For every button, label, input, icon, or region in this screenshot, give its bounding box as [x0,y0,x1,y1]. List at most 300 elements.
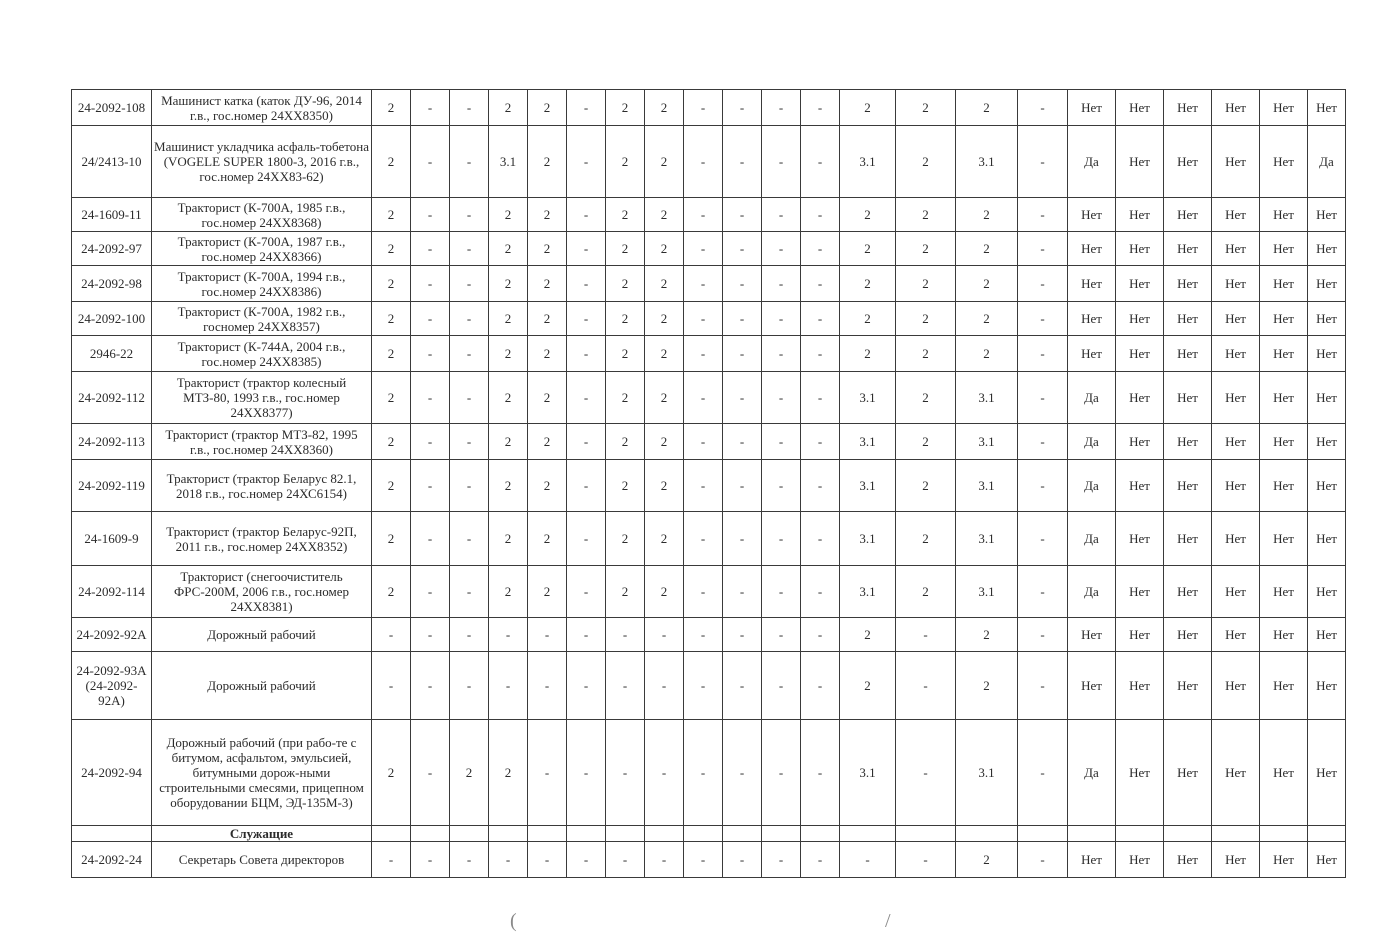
value-cell: - [723,232,762,266]
code-cell: 24-2092-93А (24-2092-92А) [72,652,152,720]
flag-cell: Нет [1308,460,1346,512]
value-cell: - [896,720,956,826]
value-cell: - [684,90,723,126]
value-cell: 2 [489,302,528,336]
flag-cell: Нет [1068,266,1116,302]
value-cell: 2 [606,512,645,566]
flag-cell: Нет [1164,618,1212,652]
value-cell: 2 [956,336,1018,372]
value-cell: - [1018,618,1068,652]
value-cell: - [411,512,450,566]
value-cell: 2 [896,512,956,566]
value-cell: - [450,336,489,372]
position-cell: Дорожный рабочий [152,652,372,720]
value-cell: 2 [840,652,896,720]
table-row [72,618,1346,652]
value-cell: - [684,652,723,720]
value-cell: - [567,566,606,618]
value-cell: - [723,566,762,618]
value-cell: - [723,302,762,336]
flag-cell: Нет [1260,372,1308,424]
flag-cell: Нет [1068,302,1116,336]
value-cell: 2 [528,512,567,566]
flag-cell: Нет [1260,126,1308,198]
value-cell: - [411,372,450,424]
value-cell: - [684,842,723,878]
value-cell: - [801,720,840,826]
flag-cell: Нет [1212,336,1260,372]
value-cell: - [1018,460,1068,512]
flag-cell: Нет [1068,652,1116,720]
value-cell: - [450,512,489,566]
value-cell: - [801,302,840,336]
value-cell: - [684,618,723,652]
flag-cell: Да [1068,460,1116,512]
value-cell: - [762,266,801,302]
value-cell: - [411,424,450,460]
flag-cell: Нет [1068,90,1116,126]
value-cell: - [1018,842,1068,878]
section-empty-cell [1116,826,1164,842]
flag-cell: Нет [1116,266,1164,302]
value-cell: 2 [372,372,411,424]
position-cell: Секретарь Совета директоров [152,842,372,878]
value-cell: - [801,336,840,372]
value-cell: - [1018,512,1068,566]
section-empty-cell [684,826,723,842]
value-cell: - [411,842,450,878]
value-cell: - [723,266,762,302]
flag-cell: Нет [1260,232,1308,266]
value-cell: - [450,232,489,266]
value-cell: - [1018,566,1068,618]
working-conditions-table [71,89,1346,878]
value-cell: - [801,372,840,424]
value-cell: 2 [896,90,956,126]
value-cell: - [567,126,606,198]
position-cell: Тракторист (трактор МТЗ-82, 1995 г.в., гос.номер 24ХХ8360) [152,424,372,460]
value-cell: - [684,460,723,512]
value-cell: - [801,90,840,126]
value-cell: 3.1 [840,720,896,826]
flag-cell: Нет [1212,618,1260,652]
position-cell: Тракторист (К-700А, 1994 г.в., гос.номер 24ХХ8386) [152,266,372,302]
table-row [72,566,1346,618]
value-cell: 2 [956,652,1018,720]
value-cell: 2 [606,126,645,198]
value-cell: - [489,652,528,720]
value-cell: - [372,842,411,878]
flag-cell: Нет [1260,90,1308,126]
flag-cell: Нет [1212,90,1260,126]
value-cell: 2 [645,266,684,302]
value-cell: - [762,460,801,512]
value-cell: - [528,618,567,652]
section-empty-cell [762,826,801,842]
value-cell: - [489,842,528,878]
value-cell: - [801,652,840,720]
flag-cell: Нет [1308,566,1346,618]
value-cell: 2 [896,302,956,336]
flag-cell: Нет [1164,720,1212,826]
value-cell: - [723,842,762,878]
value-cell: - [684,372,723,424]
flag-cell: Да [1068,372,1116,424]
position-cell: Дорожный рабочий (при рабо-те с битумом, асфальтом, эмульсией, битумными дорож-ными строительными смесями, прицепном оборудовании БЦМ, ЭД-135М-3) [152,720,372,826]
value-cell: - [372,618,411,652]
value-cell: 2 [606,460,645,512]
value-cell: - [801,512,840,566]
value-cell: - [450,618,489,652]
value-cell: 2 [606,90,645,126]
flag-cell: Нет [1260,618,1308,652]
section-empty-cell [723,826,762,842]
value-cell: - [684,232,723,266]
flag-cell: Нет [1164,842,1212,878]
value-cell: - [723,126,762,198]
value-cell: 2 [645,566,684,618]
value-cell: 2 [956,302,1018,336]
section-row [72,826,1346,842]
flag-cell: Нет [1212,460,1260,512]
value-cell: - [567,336,606,372]
value-cell: 2 [489,566,528,618]
value-cell: 2 [528,460,567,512]
value-cell: 3.1 [840,566,896,618]
value-cell: - [801,618,840,652]
value-cell: 2 [645,372,684,424]
value-cell: 2 [606,198,645,232]
value-cell: 2 [896,424,956,460]
value-cell: - [450,126,489,198]
value-cell: - [567,512,606,566]
value-cell: 2 [606,232,645,266]
value-cell: 2 [372,266,411,302]
value-cell: 2 [606,302,645,336]
flag-cell: Нет [1212,842,1260,878]
section-empty-cell [528,826,567,842]
section-empty-cell [645,826,684,842]
value-cell: - [1018,720,1068,826]
position-cell: Тракторист (снегоочиститель ФРС-200М, 2006 г.в., гос.номер 24ХХ8381) [152,566,372,618]
value-cell: - [762,302,801,336]
value-cell: - [567,618,606,652]
value-cell: 2 [606,566,645,618]
value-cell: - [567,266,606,302]
flag-cell: Нет [1164,266,1212,302]
code-cell: 24-2092-113 [72,424,152,460]
value-cell: - [684,198,723,232]
value-cell: - [450,842,489,878]
value-cell: 2 [606,372,645,424]
value-cell: 2 [372,302,411,336]
value-cell: - [762,336,801,372]
flag-cell: Нет [1116,618,1164,652]
value-cell: 2 [840,90,896,126]
value-cell: - [896,842,956,878]
value-cell: 2 [528,302,567,336]
flag-cell: Нет [1212,266,1260,302]
value-cell: - [372,652,411,720]
value-cell: - [411,90,450,126]
flag-cell: Нет [1116,232,1164,266]
section-empty-cell [801,826,840,842]
flag-cell: Нет [1068,618,1116,652]
flag-cell: Нет [1164,512,1212,566]
value-cell: - [567,232,606,266]
value-cell: - [450,566,489,618]
value-cell: 2 [645,460,684,512]
value-cell: - [723,720,762,826]
value-cell: - [1018,652,1068,720]
code-cell: 24-2092-100 [72,302,152,336]
value-cell: 3.1 [956,460,1018,512]
value-cell: - [762,566,801,618]
value-cell: 2 [528,232,567,266]
flag-cell: Нет [1308,424,1346,460]
code-cell: 2946-22 [72,336,152,372]
flag-cell: Нет [1260,566,1308,618]
section-empty-cell [72,826,152,842]
value-cell: 2 [489,336,528,372]
section-title: Служащие [152,826,372,842]
value-cell: 2 [489,232,528,266]
value-cell: - [684,336,723,372]
flag-cell: Нет [1260,266,1308,302]
flag-cell: Нет [1260,652,1308,720]
section-empty-cell [567,826,606,842]
value-cell: 2 [956,842,1018,878]
value-cell: - [645,652,684,720]
value-cell: - [762,720,801,826]
flag-cell: Нет [1308,266,1346,302]
code-cell: 24-1609-9 [72,512,152,566]
flag-cell: Нет [1212,198,1260,232]
flag-cell: Нет [1164,90,1212,126]
value-cell: 2 [528,198,567,232]
flag-cell: Нет [1164,198,1212,232]
flag-cell: Нет [1116,460,1164,512]
value-cell: 3.1 [956,424,1018,460]
value-cell: - [723,336,762,372]
flag-cell: Нет [1116,336,1164,372]
value-cell: 2 [956,618,1018,652]
value-cell: 2 [372,126,411,198]
value-cell: 2 [489,720,528,826]
code-cell: 24-2092-92А [72,618,152,652]
value-cell: - [1018,336,1068,372]
value-cell: 2 [489,424,528,460]
flag-cell: Нет [1308,336,1346,372]
value-cell: - [801,266,840,302]
value-cell: - [450,424,489,460]
flag-cell: Нет [1308,198,1346,232]
section-empty-cell [1260,826,1308,842]
value-cell: - [411,460,450,512]
value-cell: - [762,842,801,878]
value-cell: - [1018,90,1068,126]
value-cell: - [528,720,567,826]
document-sheet [71,89,1346,878]
value-cell: - [1018,372,1068,424]
position-cell: Тракторист (трактор Беларус-92П, 2011 г.в., гос.номер 24ХХ8352) [152,512,372,566]
flag-cell: Да [1068,512,1116,566]
value-cell: 2 [645,336,684,372]
value-cell: - [762,512,801,566]
code-cell: 24-2092-108 [72,90,152,126]
value-cell: 2 [450,720,489,826]
position-cell: Тракторист (трактор колесный МТЗ-80, 1993 г.в., гос.номер 24ХХ8377) [152,372,372,424]
scan-mark-left: ( [510,910,517,932]
table-row [72,302,1346,336]
flag-cell: Нет [1308,512,1346,566]
flag-cell: Да [1308,126,1346,198]
flag-cell: Нет [1068,198,1116,232]
value-cell: 2 [896,126,956,198]
flag-cell: Нет [1116,302,1164,336]
flag-cell: Нет [1164,424,1212,460]
value-cell: - [645,618,684,652]
value-cell: - [684,266,723,302]
value-cell: 2 [956,198,1018,232]
value-cell: - [606,652,645,720]
value-cell: - [723,460,762,512]
value-cell: - [840,842,896,878]
value-cell: - [723,424,762,460]
value-cell: 2 [956,266,1018,302]
table-body [72,90,1346,878]
value-cell: 2 [840,336,896,372]
flag-cell: Да [1068,566,1116,618]
flag-cell: Нет [1260,336,1308,372]
value-cell: - [723,512,762,566]
value-cell: 2 [528,424,567,460]
position-cell: Тракторист (К-744А, 2004 г.в., гос.номер 24ХХ8385) [152,336,372,372]
section-empty-cell [489,826,528,842]
code-cell: 24-2092-98 [72,266,152,302]
value-cell: 2 [840,232,896,266]
flag-cell: Нет [1212,302,1260,336]
flag-cell: Нет [1164,372,1212,424]
value-cell: - [684,720,723,826]
value-cell: 3.1 [956,566,1018,618]
flag-cell: Нет [1308,302,1346,336]
table-row [72,842,1346,878]
value-cell: 2 [896,198,956,232]
position-cell: Тракторист (К-700А, 1987 г.в., гос.номер 24ХХ8366) [152,232,372,266]
value-cell: - [411,232,450,266]
value-cell: - [723,90,762,126]
flag-cell: Нет [1164,126,1212,198]
value-cell: 3.1 [840,460,896,512]
flag-cell: Нет [1116,842,1164,878]
flag-cell: Нет [1116,198,1164,232]
code-cell: 24-2092-97 [72,232,152,266]
code-cell: 24-2092-94 [72,720,152,826]
flag-cell: Нет [1164,460,1212,512]
table-row [72,720,1346,826]
value-cell: - [801,126,840,198]
value-cell: - [645,842,684,878]
scan-mark-right: / [885,910,891,932]
flag-cell: Нет [1308,720,1346,826]
value-cell: 2 [896,372,956,424]
code-cell: 24-2092-24 [72,842,152,878]
value-cell: - [567,720,606,826]
section-empty-cell [372,826,411,842]
value-cell: - [450,460,489,512]
value-cell: - [606,618,645,652]
flag-cell: Нет [1116,126,1164,198]
value-cell: - [1018,198,1068,232]
flag-cell: Нет [1212,372,1260,424]
value-cell: 2 [372,720,411,826]
section-empty-cell [956,826,1018,842]
value-cell: - [450,90,489,126]
value-cell: - [1018,126,1068,198]
flag-cell: Нет [1308,618,1346,652]
value-cell: 2 [372,424,411,460]
flag-cell: Нет [1116,424,1164,460]
value-cell: - [801,232,840,266]
value-cell: - [411,198,450,232]
value-cell: - [567,460,606,512]
value-cell: 2 [372,90,411,126]
value-cell: 2 [645,424,684,460]
value-cell: - [1018,302,1068,336]
value-cell: - [450,198,489,232]
table-row [72,198,1346,232]
value-cell: - [723,198,762,232]
value-cell: 3.1 [956,372,1018,424]
position-cell: Дорожный рабочий [152,618,372,652]
value-cell: - [684,424,723,460]
section-empty-cell [1212,826,1260,842]
value-cell: - [762,232,801,266]
value-cell: - [411,302,450,336]
value-cell: 3.1 [489,126,528,198]
value-cell: - [684,566,723,618]
value-cell: - [723,618,762,652]
flag-cell: Нет [1116,720,1164,826]
section-empty-cell [1018,826,1068,842]
section-empty-cell [896,826,956,842]
value-cell: - [411,720,450,826]
value-cell: 2 [489,460,528,512]
value-cell: - [567,90,606,126]
position-cell: Машинист катка (каток ДУ-96, 2014 г.в., гос.номер 24ХХ8350) [152,90,372,126]
flag-cell: Нет [1116,652,1164,720]
section-empty-cell [411,826,450,842]
value-cell: - [489,618,528,652]
value-cell: - [723,372,762,424]
value-cell: - [801,460,840,512]
flag-cell: Нет [1212,424,1260,460]
value-cell: 2 [528,372,567,424]
value-cell: - [567,198,606,232]
value-cell: - [450,302,489,336]
value-cell: 2 [606,266,645,302]
flag-cell: Нет [1212,566,1260,618]
value-cell: 2 [372,198,411,232]
value-cell: 2 [528,90,567,126]
flag-cell: Нет [1164,566,1212,618]
code-cell: 24-2092-112 [72,372,152,424]
value-cell: - [684,302,723,336]
value-cell: - [528,842,567,878]
position-cell: Тракторист (К-700А, 1982 г.в., госномер 24ХХ8357) [152,302,372,336]
flag-cell: Нет [1308,232,1346,266]
